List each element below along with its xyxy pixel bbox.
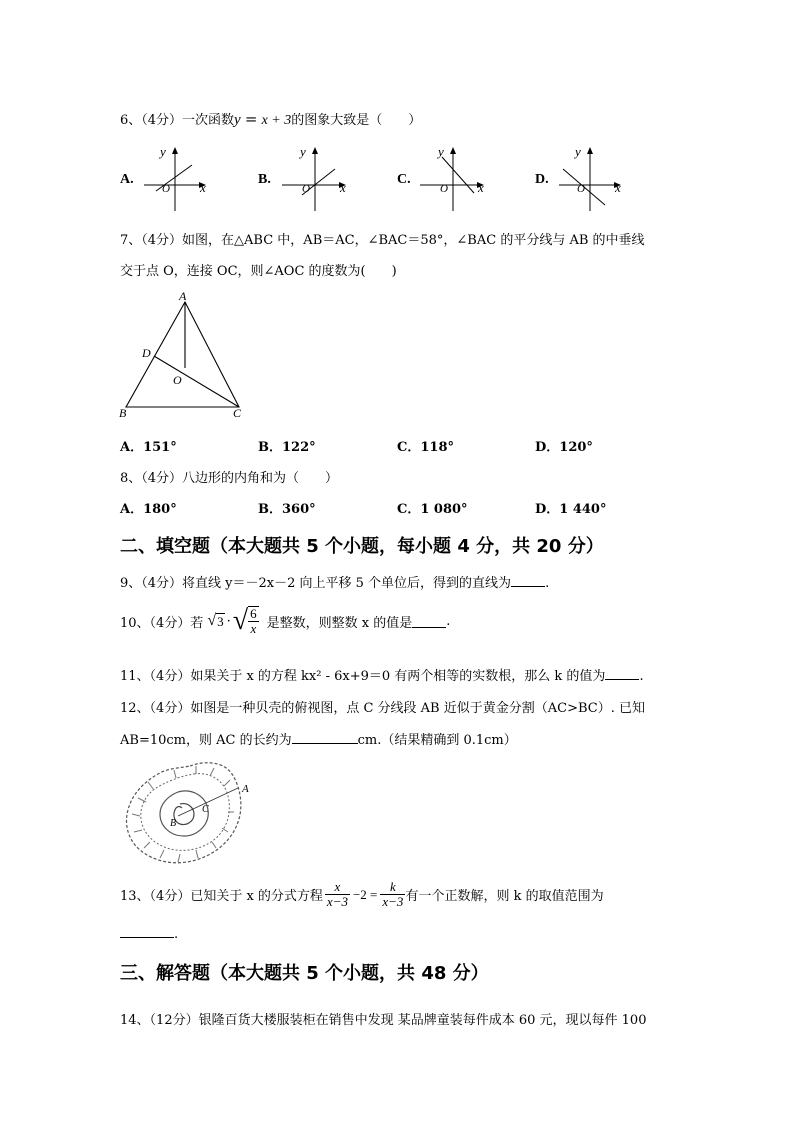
q6-graph-c bbox=[418, 143, 490, 213]
q12-line1: 12、（4分）如图是一种贝壳的俯视图，点 C 分线段 AB 近似于黄金分割（AC>BC）. 已知 bbox=[120, 701, 645, 716]
q12-line2: AB=10cm，则 AC 的长约为 cm.（结果精确到 0.1cm） bbox=[120, 733, 517, 748]
svg-text:y: y bbox=[575, 144, 581, 159]
q6-graph-a bbox=[140, 143, 212, 213]
q6-option-d-label: D. bbox=[535, 172, 549, 187]
svg-text:A: A bbox=[242, 783, 249, 795]
q9-answer-blank[interactable] bbox=[511, 586, 545, 587]
svg-text:C: C bbox=[202, 804, 209, 815]
svg-text:O: O bbox=[302, 183, 310, 195]
q7-option-d: D．120° bbox=[535, 440, 593, 455]
svg-text:D: D bbox=[142, 346, 151, 360]
q7-option-b: B．122° bbox=[258, 440, 316, 455]
section-2-heading: 二、填空题（本大题共 5 个小题，每小题 4 分，共 20 分） bbox=[120, 536, 604, 557]
q10-stem: 10、（4分）若 √ 3 · √ $\frac{6}{x}$ 是整数，则整数 x 的值是 . bbox=[120, 605, 451, 636]
q8-option-c: C．1 080° bbox=[397, 502, 468, 517]
q6-option-c-label: C. bbox=[397, 172, 411, 187]
svg-text:O: O bbox=[440, 183, 448, 195]
q8-option-d: D．1 440° bbox=[535, 502, 607, 517]
q8-option-a: A．180° bbox=[120, 502, 177, 517]
q13-fraction-1: $\frac{x}{x-3}$ bbox=[326, 879, 348, 909]
svg-text:y: y bbox=[300, 144, 306, 159]
q6-graph-b bbox=[280, 143, 352, 213]
section-3-heading: 三、解答题（本大题共 5 个小题，共 48 分） bbox=[120, 963, 489, 984]
svg-text:O: O bbox=[162, 183, 170, 195]
svg-text:B: B bbox=[170, 818, 177, 829]
q6-graph-d bbox=[555, 143, 627, 213]
q12-shell-figure bbox=[118, 752, 258, 870]
q14-stem: 14、（12分）银隆百货大楼服装柜在销售中发现 某品牌童装每件成本 60 元，现以每件 100 bbox=[120, 1013, 647, 1028]
q7-line1: 7、（4分）如图，在△ABC 中，AB＝AC，∠BAC＝58°，∠BAC 的平分线与 AB 的中垂线 bbox=[120, 233, 645, 248]
q7-option-a: A．151° bbox=[120, 440, 177, 455]
q7-line2: 交于点 O，连接 OC，则∠AOC 的度数为( ) bbox=[120, 264, 397, 279]
svg-text:x: x bbox=[340, 180, 346, 195]
svg-text:C: C bbox=[233, 406, 242, 420]
q6-stem: 6、（4分）一次函数y = x + 3的图象大致是（ ） bbox=[120, 110, 422, 128]
q13-fraction-2: $\frac{k}{x-3}$ bbox=[382, 879, 404, 909]
q7-option-c: C．118° bbox=[397, 440, 454, 455]
sqrt-fraction: √ $\frac{6}{x}$ bbox=[232, 605, 257, 636]
q8-stem: 8、（4分）八边形的内角和为（ ） bbox=[120, 471, 339, 486]
q7-triangle-figure bbox=[115, 285, 260, 423]
svg-text:y: y bbox=[160, 144, 166, 159]
svg-text:O: O bbox=[173, 373, 182, 387]
q13-answer-line: . bbox=[120, 927, 178, 942]
q12-answer-blank[interactable] bbox=[292, 743, 358, 744]
q10-answer-blank[interactable] bbox=[412, 627, 446, 628]
svg-text:y: y bbox=[438, 144, 444, 159]
q8-option-b: B．360° bbox=[258, 502, 316, 517]
q6-option-a-label: A. bbox=[120, 172, 134, 187]
sqrt-3: √ 3 bbox=[207, 612, 224, 629]
svg-text:B: B bbox=[119, 406, 127, 420]
svg-text:O: O bbox=[577, 183, 585, 195]
q13-stem: 13、（4分）已知关于 x 的分式方程 $\frac{x}{x-3}$ −2 = $\frac{k}{x-3}$ 有一个正数解，则 k 的取值范围为 bbox=[120, 879, 604, 909]
q13-answer-blank[interactable] bbox=[120, 937, 174, 938]
svg-text:A: A bbox=[179, 289, 187, 303]
svg-text:x: x bbox=[200, 180, 206, 195]
q11-answer-blank[interactable] bbox=[605, 679, 639, 680]
q6-option-b-label: B. bbox=[258, 172, 271, 187]
svg-text:x: x bbox=[615, 180, 621, 195]
q9-stem: 9、（4分）将直线 y＝－2x－2 向上平移 5 个单位后，得到的直线为 . bbox=[120, 576, 550, 591]
svg-text:x: x bbox=[478, 180, 484, 195]
q11-stem: 11、（4分）如果关于 x 的方程 kx² - 6x+9＝0 有两个相等的实数根，那么 k 的值为 . bbox=[120, 669, 644, 684]
